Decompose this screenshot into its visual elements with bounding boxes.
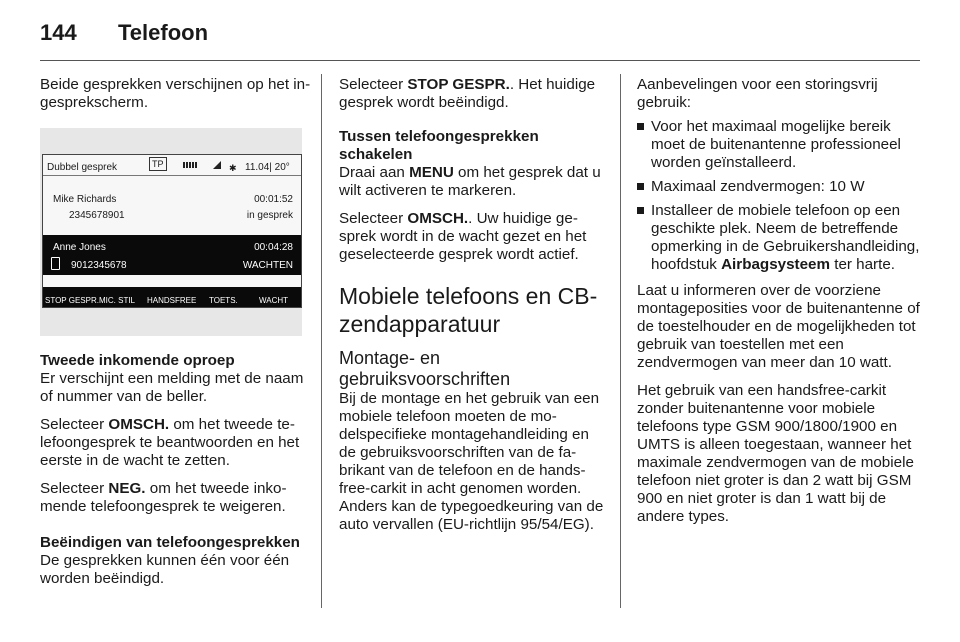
- paragraph: De gesprekken kunnen één voor één worden beëindigd.: [40, 552, 290, 587]
- column-2: [339, 76, 609, 544]
- softkey-bar: [43, 287, 301, 307]
- paragraph: Er verschijnt een melding met de naam of nummer van de beller.: [40, 370, 304, 405]
- paragraph: Laat u informeren over de voorziene montageposities voor de buitenantenne of de toestelhouder en de mogelijkheden tot gebruik van toestellen met een zendvermogen van meer dan 10 watt.: [637, 282, 920, 371]
- subsection-heading: Montage- en gebruiksvoorschriften: [339, 348, 511, 389]
- page-number: 144: [40, 20, 77, 45]
- call1-number: 2345678901: [69, 210, 125, 221]
- paragraph: Aanbevelingen voor een storingsvrij gebruik:: [637, 76, 878, 111]
- display-screenshot: [40, 128, 302, 336]
- paragraph: [339, 210, 609, 264]
- text: Voor het maximaal mogelijke bereik moet de buitenantenne professioneel worden geïnstalleerd.: [651, 118, 901, 171]
- paragraph: [339, 76, 609, 112]
- softkey-mic-stil: MIC. STIL: [99, 296, 136, 305]
- text: Selecteer: [40, 416, 109, 433]
- bullet-icon: [637, 183, 644, 190]
- battery-icon: [183, 162, 197, 168]
- keyword: Airbagsysteem: [721, 256, 830, 273]
- recommendation-list: [637, 118, 920, 274]
- text: Maximaal zendvermogen: 10 W: [651, 178, 865, 195]
- section-heading-end-calls: Beëindigen van telefoongesprekken: [40, 534, 300, 551]
- call1-time: 00:01:52: [254, 194, 293, 205]
- call2-name: Anne Jones: [53, 242, 106, 253]
- text: ter harte.: [830, 256, 895, 273]
- intro-paragraph: Beide gesprekken verschijnen op het in-gesprekscherm.: [40, 76, 311, 111]
- page-header: [40, 14, 920, 54]
- text: Selecteer: [339, 76, 408, 93]
- text: om het tweede telefoongesprek te beantwoorden en het eerste in de wacht te zetten.: [40, 416, 300, 469]
- softkey-wacht: WACHT: [259, 296, 289, 305]
- call2-time: 00:04:28: [254, 242, 293, 253]
- text: Selecteer: [339, 210, 408, 227]
- column-1: [40, 76, 312, 598]
- header-rule: [40, 60, 920, 61]
- phone-screen: [42, 154, 302, 308]
- list-item: [637, 118, 920, 172]
- keyword: OMSCH.: [407, 210, 469, 227]
- keyword: OMSCH.: [108, 416, 170, 433]
- signal-icon: [213, 161, 221, 169]
- call1-status: in gesprek: [246, 210, 293, 221]
- call2-status: WACHTEN: [242, 260, 293, 271]
- bullet-icon: [637, 123, 644, 130]
- call1-name: Mike Richards: [53, 194, 117, 205]
- column-divider-1: [321, 74, 322, 608]
- screen-clock: 11.04| 20°: [245, 162, 290, 173]
- paragraph: Bij de montage en het gebruik van een mobiele telefoon moeten de modelspecifieke montagehandleiding en de gebruiksvoorschriften van de fabrikant van de telefoon en de handsfree-carkit in acht genomen worden. Anders kan de typegoedkeuring van de auto vervallen (EU-richtlijn 95/54/EG).: [339, 390, 604, 533]
- paragraph: Het gebruik van een handsfree-carkit zonder buitenantenne voor mobiele telefoons type GSM 900/1800/1900 en UMTS is alleen toegestaan, wanneer het maximale zendvermogen van de mobiele telefoon niet groter is dan 2 watt bij GSM 900 en niet groter is dan 1 watt bij de andere types.: [637, 382, 914, 525]
- text: Draai aan: [339, 164, 410, 181]
- bullet-icon: [637, 207, 644, 214]
- softkey-toets: TOETS.: [209, 296, 238, 305]
- keyword: NEG.: [108, 480, 146, 497]
- call2-number: 9012345678: [71, 260, 127, 271]
- softkey-handsfree: HANDSFREE: [147, 296, 197, 305]
- screen-status-bar: [43, 155, 301, 176]
- text: om het tweede inkomende telefoongesprek te weigeren.: [40, 480, 287, 515]
- section-heading-second-call: Tweede inkomende oproep: [40, 352, 235, 369]
- softkey-stop-gespr: STOP GESPR.: [45, 296, 99, 305]
- section-heading-switch-calls: Tussen telefoongesprekken schakelen: [339, 128, 539, 163]
- keyword: STOP GESPR.: [407, 76, 510, 93]
- text: . Het huidige gesprek wordt beëindigd.: [339, 76, 596, 111]
- text: Installeer de mobiele telefoon op een geschikte plek. Neem de betreffende opmerking in de Gebruikershandleiding, hoofdstuk: [651, 202, 920, 273]
- list-item: [637, 202, 920, 274]
- list-item: [637, 178, 920, 196]
- column-3: [637, 76, 920, 536]
- text: om het gesprek dat u wilt activeren te markeren.: [339, 164, 601, 199]
- page-title: Telefoon: [118, 20, 209, 45]
- chapter-heading: Mobiele telefoons en CB-zendapparatuur: [339, 283, 598, 337]
- tp-indicator: TP: [149, 157, 167, 171]
- text: . Uw huidige gesprek wordt in de wacht gezet en het geselecteerde gesprek wordt actief.: [339, 210, 587, 263]
- text: Selecteer: [40, 480, 109, 497]
- bluetooth-icon: ✱: [229, 163, 237, 173]
- keyword: MENU: [409, 164, 454, 181]
- column-divider-2: [620, 74, 621, 608]
- paragraph: [339, 164, 609, 200]
- paragraph: [40, 480, 312, 516]
- paragraph: [40, 416, 312, 470]
- active-call-row: [43, 235, 301, 275]
- screen-title: Dubbel gesprek: [47, 162, 118, 173]
- phone-icon: [51, 257, 60, 270]
